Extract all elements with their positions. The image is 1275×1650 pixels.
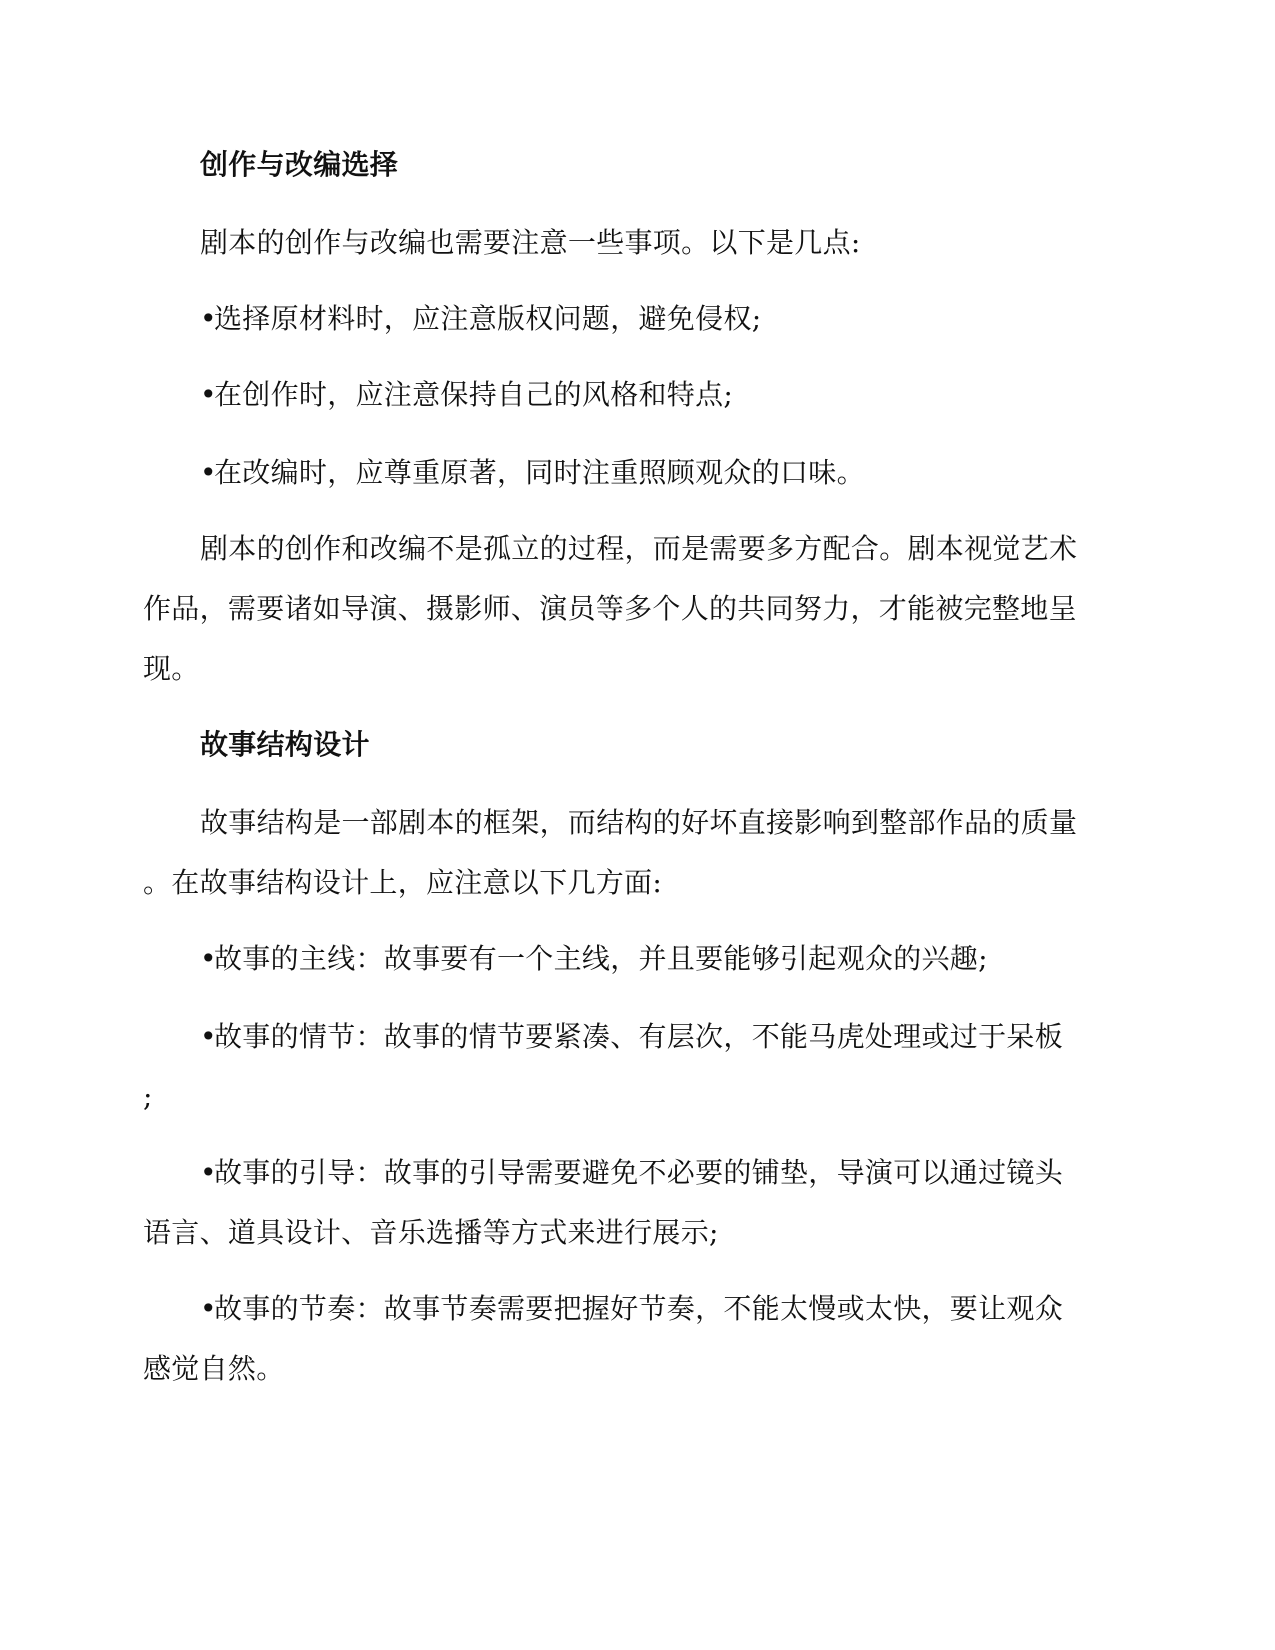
bullet-text-continuation: 感觉自然。 bbox=[143, 1352, 285, 1385]
section-heading-story-structure: 故事结构设计 bbox=[200, 728, 370, 761]
bullet-item bbox=[200, 378, 733, 412]
bullet-text-continuation: ; bbox=[143, 1080, 153, 1113]
bullet-text: 在创作时，应注意保持自己的风格和特点; bbox=[214, 378, 734, 411]
bullet-marker: • bbox=[200, 942, 217, 975]
bullet-item bbox=[200, 456, 865, 490]
bullet-item bbox=[200, 1156, 1063, 1190]
bullet-text: 选择原材料时，应注意版权问题，避免侵权; bbox=[214, 302, 762, 335]
bullet-text: 故事的情节：故事的情节要紧凑、有层次，不能马虎处理或过于呆板 bbox=[214, 1020, 1064, 1053]
bullet-marker: • bbox=[200, 1020, 217, 1053]
section-heading-creation-adaptation: 创作与改编选择 bbox=[200, 148, 399, 181]
bullet-item bbox=[200, 942, 988, 976]
paragraph-line: 现。 bbox=[143, 652, 200, 685]
section2-intro-line: 。在故事结构设计上，应注意以下几方面: bbox=[143, 866, 663, 899]
bullet-item bbox=[200, 1020, 1063, 1054]
bullet-marker: • bbox=[200, 378, 217, 411]
bullet-text: 故事的节奏：故事节奏需要把握好节奏，不能太慢或太快，要让观众 bbox=[214, 1292, 1064, 1325]
paragraph-line: 剧本的创作和改编不是孤立的过程，而是需要多方配合。剧本视觉艺术 bbox=[200, 532, 1078, 565]
bullet-marker: • bbox=[200, 302, 217, 335]
bullet-marker: • bbox=[200, 456, 217, 489]
paragraph-line: 作品，需要诸如导演、摄影师、演员等多个人的共同努力，才能被完整地呈 bbox=[143, 592, 1077, 625]
section1-intro: 剧本的创作与改编也需要注意一些事项。以下是几点: bbox=[200, 226, 861, 259]
bullet-text: 在改编时，应尊重原著，同时注重照顾观众的口味。 bbox=[214, 456, 865, 489]
bullet-item bbox=[200, 1292, 1063, 1326]
bullet-text-continuation: 语言、道具设计、音乐选播等方式来进行展示; bbox=[143, 1216, 719, 1249]
bullet-marker: • bbox=[200, 1156, 217, 1189]
bullet-marker: • bbox=[200, 1292, 217, 1325]
bullet-item bbox=[200, 302, 761, 336]
section2-intro-line: 故事结构是一部剧本的框架，而结构的好坏直接影响到整部作品的质量 bbox=[200, 806, 1078, 839]
bullet-text: 故事的引导：故事的引导需要避免不必要的铺垫，导演可以通过镜头 bbox=[214, 1156, 1064, 1189]
bullet-text: 故事的主线：故事要有一个主线，并且要能够引起观众的兴趣; bbox=[214, 942, 988, 975]
